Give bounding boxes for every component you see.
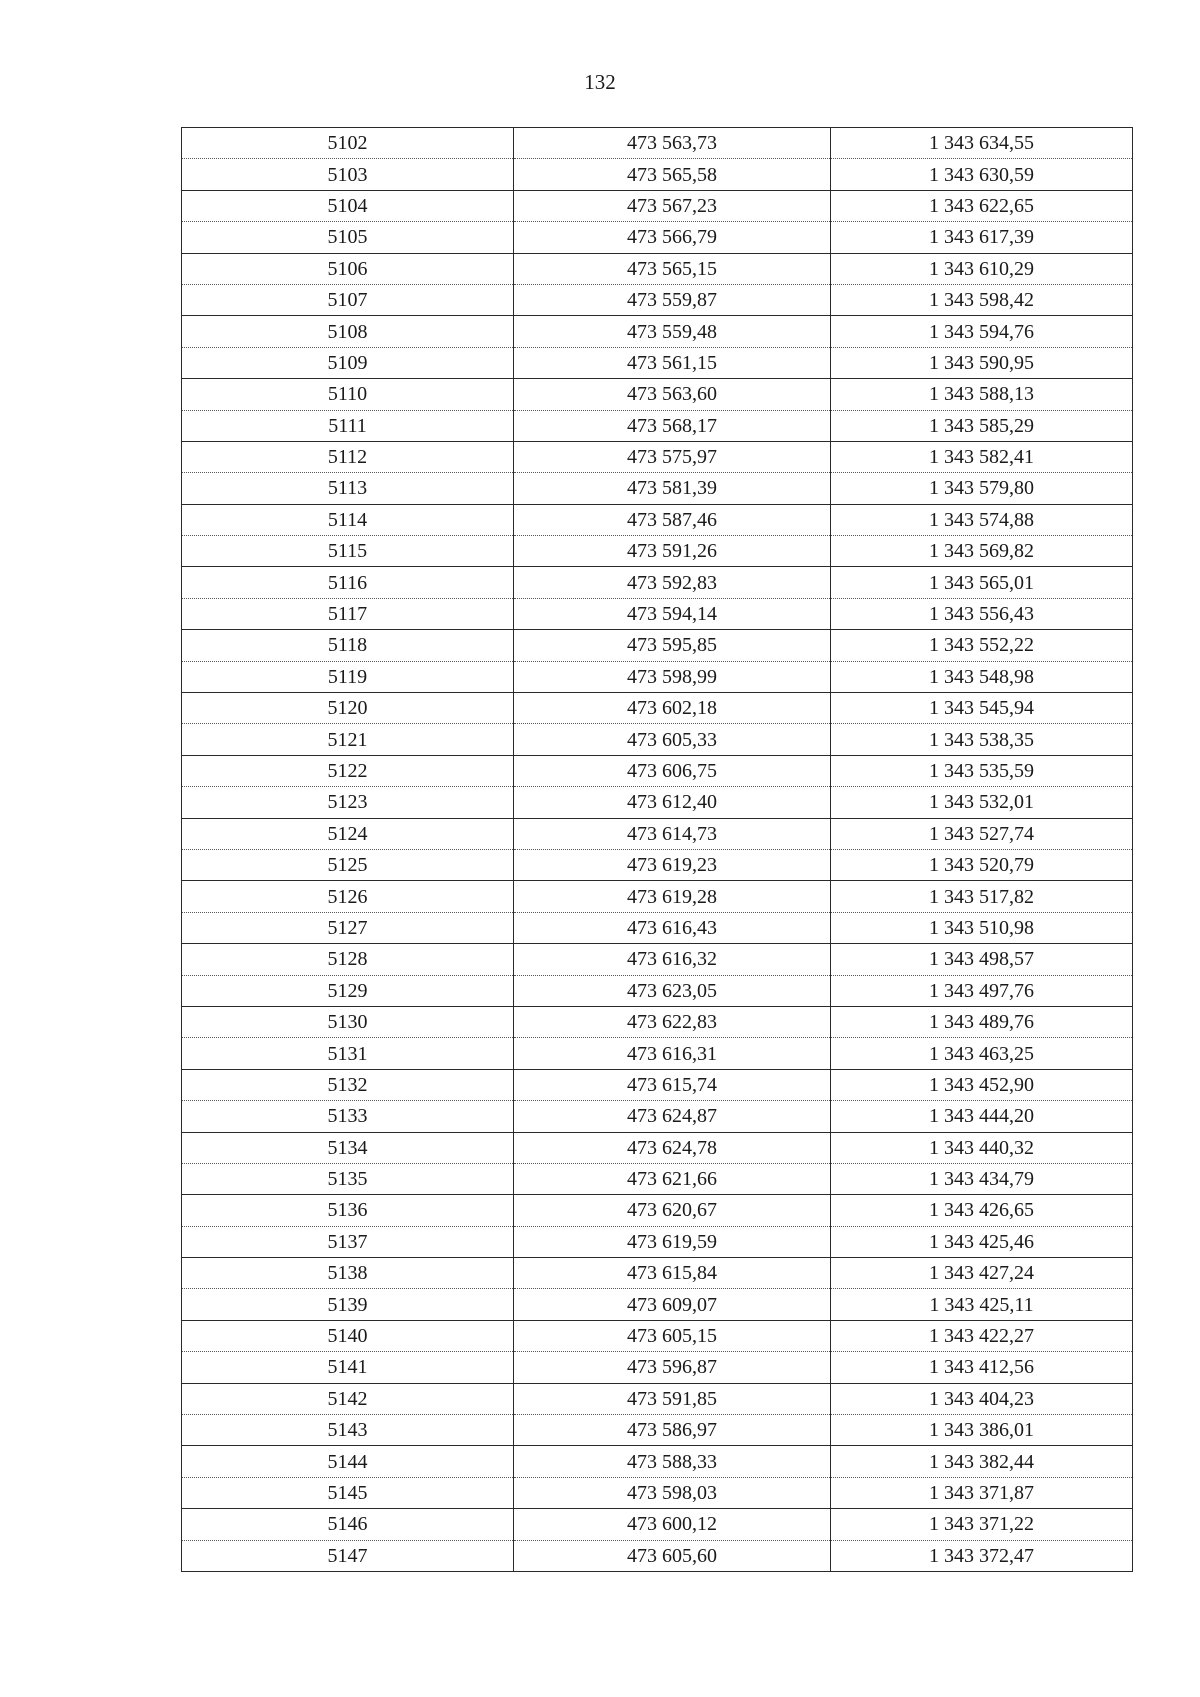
table-row (182, 787, 1133, 818)
table-row (182, 693, 1133, 724)
x-coordinate-cell: 473 616,43 (514, 912, 831, 943)
point-number-cell: 5105 (182, 222, 514, 253)
point-number-cell: 5129 (182, 975, 514, 1006)
table-row (182, 222, 1133, 253)
point-number-cell: 5146 (182, 1509, 514, 1540)
y-coordinate-cell: 1 343 404,23 (831, 1383, 1133, 1414)
x-coordinate-cell: 473 602,18 (514, 693, 831, 724)
table-row (182, 159, 1133, 190)
point-number-cell: 5130 (182, 1006, 514, 1037)
x-coordinate-cell: 473 622,83 (514, 1006, 831, 1037)
point-number-cell: 5112 (182, 441, 514, 472)
y-coordinate-cell: 1 343 425,46 (831, 1226, 1133, 1257)
point-number-cell: 5117 (182, 598, 514, 629)
x-coordinate-cell: 473 594,14 (514, 598, 831, 629)
x-coordinate-cell: 473 591,85 (514, 1383, 831, 1414)
point-number-cell: 5126 (182, 881, 514, 912)
point-number-cell: 5119 (182, 661, 514, 692)
point-number-cell: 5142 (182, 1383, 514, 1414)
y-coordinate-cell: 1 343 527,74 (831, 818, 1133, 849)
y-coordinate-cell: 1 343 582,41 (831, 441, 1133, 472)
table-row (182, 881, 1133, 912)
x-coordinate-cell: 473 596,87 (514, 1352, 831, 1383)
table-row (182, 661, 1133, 692)
y-coordinate-cell: 1 343 520,79 (831, 849, 1133, 880)
point-number-cell: 5136 (182, 1195, 514, 1226)
y-coordinate-cell: 1 343 386,01 (831, 1415, 1133, 1446)
x-coordinate-cell: 473 563,73 (514, 128, 831, 159)
y-coordinate-cell: 1 343 440,32 (831, 1132, 1133, 1163)
table-row (182, 1352, 1133, 1383)
table-row (182, 724, 1133, 755)
table-row (182, 755, 1133, 786)
point-number-cell: 5116 (182, 567, 514, 598)
x-coordinate-cell: 473 587,46 (514, 504, 831, 535)
point-number-cell: 5103 (182, 159, 514, 190)
x-coordinate-cell: 473 568,17 (514, 410, 831, 441)
table-row (182, 504, 1133, 535)
point-number-cell: 5120 (182, 693, 514, 724)
point-number-cell: 5140 (182, 1320, 514, 1351)
x-coordinate-cell: 473 563,60 (514, 379, 831, 410)
table-row (182, 975, 1133, 1006)
point-number-cell: 5104 (182, 190, 514, 221)
point-number-cell: 5122 (182, 755, 514, 786)
point-number-cell: 5133 (182, 1101, 514, 1132)
y-coordinate-cell: 1 343 498,57 (831, 944, 1133, 975)
y-coordinate-cell: 1 343 426,65 (831, 1195, 1133, 1226)
y-coordinate-cell: 1 343 517,82 (831, 881, 1133, 912)
table-row (182, 1415, 1133, 1446)
table-row (182, 1132, 1133, 1163)
point-number-cell: 5144 (182, 1446, 514, 1477)
table-row (182, 1069, 1133, 1100)
y-coordinate-cell: 1 343 588,13 (831, 379, 1133, 410)
page-number: 132 (584, 70, 616, 94)
table-row (182, 1320, 1133, 1351)
x-coordinate-cell: 473 595,85 (514, 630, 831, 661)
table-row (182, 1509, 1133, 1540)
y-coordinate-cell: 1 343 579,80 (831, 473, 1133, 504)
x-coordinate-cell: 473 586,97 (514, 1415, 831, 1446)
table-row (182, 944, 1133, 975)
point-number-cell: 5127 (182, 912, 514, 943)
table-row (182, 849, 1133, 880)
table-row (182, 1226, 1133, 1257)
x-coordinate-cell: 473 619,59 (514, 1226, 831, 1257)
point-number-cell: 5139 (182, 1289, 514, 1320)
x-coordinate-cell: 473 559,48 (514, 316, 831, 347)
table-row (182, 253, 1133, 284)
y-coordinate-cell: 1 343 585,29 (831, 410, 1133, 441)
y-coordinate-cell: 1 343 434,79 (831, 1163, 1133, 1194)
y-coordinate-cell: 1 343 630,59 (831, 159, 1133, 190)
x-coordinate-cell: 473 559,87 (514, 284, 831, 315)
y-coordinate-cell: 1 343 422,27 (831, 1320, 1133, 1351)
table-row (182, 1195, 1133, 1226)
table-row (182, 598, 1133, 629)
x-coordinate-cell: 473 615,84 (514, 1258, 831, 1289)
point-number-cell: 5121 (182, 724, 514, 755)
table-row (182, 912, 1133, 943)
x-coordinate-cell: 473 606,75 (514, 755, 831, 786)
table-row (182, 630, 1133, 661)
y-coordinate-cell: 1 343 634,55 (831, 128, 1133, 159)
y-coordinate-cell: 1 343 510,98 (831, 912, 1133, 943)
point-number-cell: 5108 (182, 316, 514, 347)
table-row (182, 1383, 1133, 1414)
y-coordinate-cell: 1 343 538,35 (831, 724, 1133, 755)
table-row (182, 316, 1133, 347)
table-row (182, 1038, 1133, 1069)
table-row (182, 1258, 1133, 1289)
x-coordinate-cell: 473 598,03 (514, 1477, 831, 1508)
coordinates-table (181, 127, 1133, 1572)
x-coordinate-cell: 473 612,40 (514, 787, 831, 818)
x-coordinate-cell: 473 616,31 (514, 1038, 831, 1069)
y-coordinate-cell: 1 343 598,42 (831, 284, 1133, 315)
point-number-cell: 5134 (182, 1132, 514, 1163)
y-coordinate-cell: 1 343 565,01 (831, 567, 1133, 598)
x-coordinate-cell: 473 592,83 (514, 567, 831, 598)
x-coordinate-cell: 473 588,33 (514, 1446, 831, 1477)
y-coordinate-cell: 1 343 425,11 (831, 1289, 1133, 1320)
point-number-cell: 5123 (182, 787, 514, 818)
y-coordinate-cell: 1 343 617,39 (831, 222, 1133, 253)
y-coordinate-cell: 1 343 497,76 (831, 975, 1133, 1006)
x-coordinate-cell: 473 567,23 (514, 190, 831, 221)
table-row (182, 284, 1133, 315)
point-number-cell: 5102 (182, 128, 514, 159)
x-coordinate-cell: 473 624,78 (514, 1132, 831, 1163)
point-number-cell: 5110 (182, 379, 514, 410)
table-row (182, 1101, 1133, 1132)
x-coordinate-cell: 473 605,60 (514, 1540, 831, 1571)
point-number-cell: 5145 (182, 1477, 514, 1508)
x-coordinate-cell: 473 623,05 (514, 975, 831, 1006)
x-coordinate-cell: 473 616,32 (514, 944, 831, 975)
point-number-cell: 5135 (182, 1163, 514, 1194)
y-coordinate-cell: 1 343 556,43 (831, 598, 1133, 629)
table-row (182, 190, 1133, 221)
point-number-cell: 5114 (182, 504, 514, 535)
x-coordinate-cell: 473 615,74 (514, 1069, 831, 1100)
x-coordinate-cell: 473 620,67 (514, 1195, 831, 1226)
table-row (182, 1477, 1133, 1508)
x-coordinate-cell: 473 619,23 (514, 849, 831, 880)
table-row (182, 818, 1133, 849)
y-coordinate-cell: 1 343 622,65 (831, 190, 1133, 221)
x-coordinate-cell: 473 605,33 (514, 724, 831, 755)
table-row (182, 536, 1133, 567)
point-number-cell: 5131 (182, 1038, 514, 1069)
table-row (182, 128, 1133, 159)
y-coordinate-cell: 1 343 610,29 (831, 253, 1133, 284)
x-coordinate-cell: 473 624,87 (514, 1101, 831, 1132)
table-row (182, 1006, 1133, 1037)
x-coordinate-cell: 473 619,28 (514, 881, 831, 912)
table-row (182, 1446, 1133, 1477)
x-coordinate-cell: 473 609,07 (514, 1289, 831, 1320)
table-row (182, 347, 1133, 378)
x-coordinate-cell: 473 614,73 (514, 818, 831, 849)
point-number-cell: 5111 (182, 410, 514, 441)
y-coordinate-cell: 1 343 463,25 (831, 1038, 1133, 1069)
y-coordinate-cell: 1 343 412,56 (831, 1352, 1133, 1383)
y-coordinate-cell: 1 343 594,76 (831, 316, 1133, 347)
y-coordinate-cell: 1 343 545,94 (831, 693, 1133, 724)
coordinates-table-body (182, 128, 1133, 1572)
point-number-cell: 5124 (182, 818, 514, 849)
table-row (182, 379, 1133, 410)
point-number-cell: 5115 (182, 536, 514, 567)
x-coordinate-cell: 473 575,97 (514, 441, 831, 472)
y-coordinate-cell: 1 343 427,24 (831, 1258, 1133, 1289)
point-number-cell: 5128 (182, 944, 514, 975)
point-number-cell: 5143 (182, 1415, 514, 1446)
point-number-cell: 5113 (182, 473, 514, 504)
x-coordinate-cell: 473 566,79 (514, 222, 831, 253)
x-coordinate-cell: 473 621,66 (514, 1163, 831, 1194)
point-number-cell: 5107 (182, 284, 514, 315)
table-row (182, 441, 1133, 472)
point-number-cell: 5137 (182, 1226, 514, 1257)
y-coordinate-cell: 1 343 548,98 (831, 661, 1133, 692)
table-row (182, 567, 1133, 598)
x-coordinate-cell: 473 561,15 (514, 347, 831, 378)
x-coordinate-cell: 473 565,15 (514, 253, 831, 284)
y-coordinate-cell: 1 343 489,76 (831, 1006, 1133, 1037)
x-coordinate-cell: 473 598,99 (514, 661, 831, 692)
y-coordinate-cell: 1 343 532,01 (831, 787, 1133, 818)
y-coordinate-cell: 1 343 574,88 (831, 504, 1133, 535)
x-coordinate-cell: 473 600,12 (514, 1509, 831, 1540)
table-row (182, 410, 1133, 441)
y-coordinate-cell: 1 343 371,87 (831, 1477, 1133, 1508)
y-coordinate-cell: 1 343 371,22 (831, 1509, 1133, 1540)
x-coordinate-cell: 473 581,39 (514, 473, 831, 504)
y-coordinate-cell: 1 343 535,59 (831, 755, 1133, 786)
y-coordinate-cell: 1 343 382,44 (831, 1446, 1133, 1477)
y-coordinate-cell: 1 343 590,95 (831, 347, 1133, 378)
x-coordinate-cell: 473 565,58 (514, 159, 831, 190)
table-row (182, 1289, 1133, 1320)
y-coordinate-cell: 1 343 452,90 (831, 1069, 1133, 1100)
y-coordinate-cell: 1 343 444,20 (831, 1101, 1133, 1132)
y-coordinate-cell: 1 343 552,22 (831, 630, 1133, 661)
point-number-cell: 5138 (182, 1258, 514, 1289)
point-number-cell: 5147 (182, 1540, 514, 1571)
point-number-cell: 5141 (182, 1352, 514, 1383)
table-row (182, 1540, 1133, 1571)
point-number-cell: 5109 (182, 347, 514, 378)
point-number-cell: 5106 (182, 253, 514, 284)
point-number-cell: 5118 (182, 630, 514, 661)
x-coordinate-cell: 473 605,15 (514, 1320, 831, 1351)
table-row (182, 1163, 1133, 1194)
y-coordinate-cell: 1 343 372,47 (831, 1540, 1133, 1571)
x-coordinate-cell: 473 591,26 (514, 536, 831, 567)
point-number-cell: 5125 (182, 849, 514, 880)
point-number-cell: 5132 (182, 1069, 514, 1100)
table-row (182, 473, 1133, 504)
y-coordinate-cell: 1 343 569,82 (831, 536, 1133, 567)
